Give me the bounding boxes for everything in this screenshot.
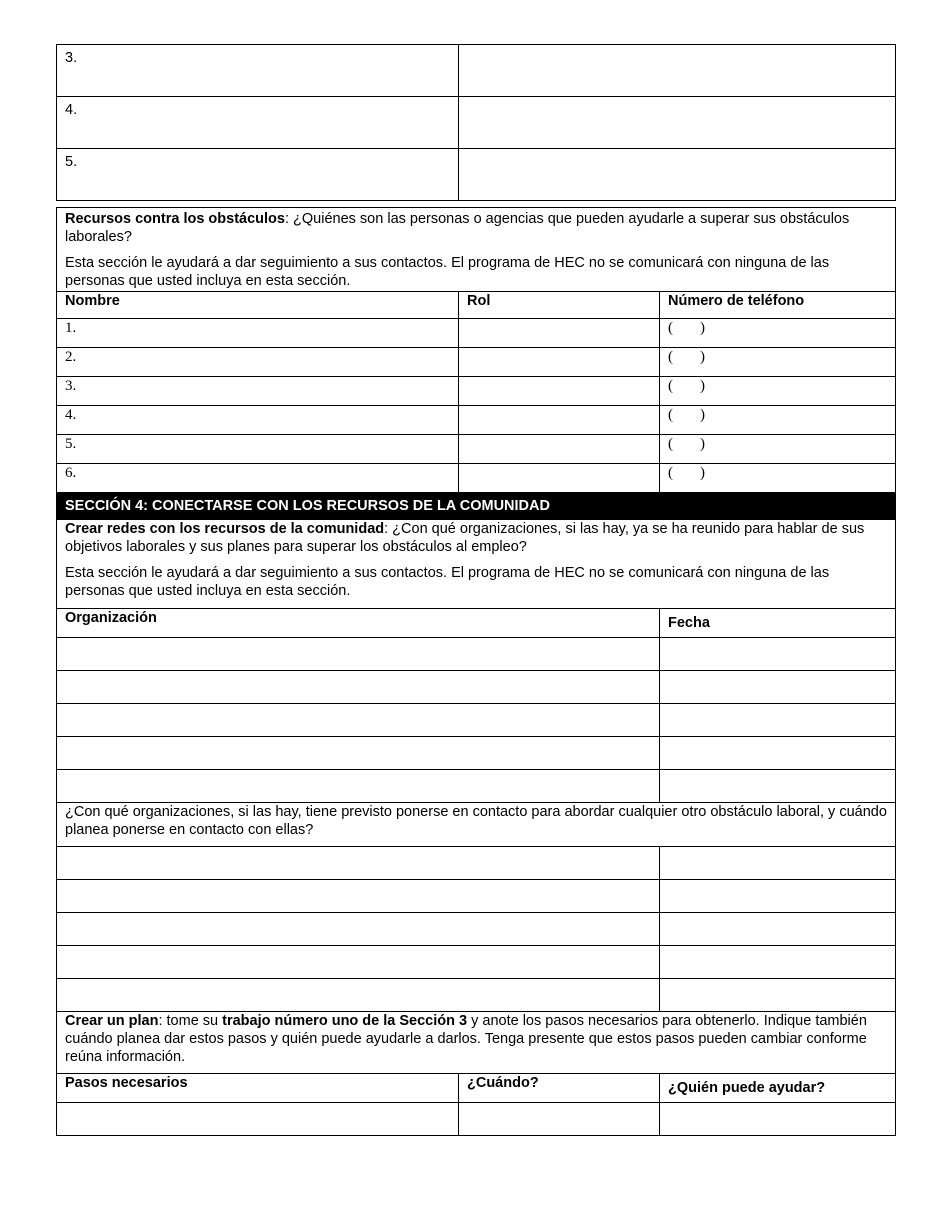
- table-row: [57, 435, 896, 464]
- area-code-open: (: [668, 407, 673, 423]
- table-row: [57, 45, 896, 97]
- date-cell[interactable]: [660, 946, 896, 979]
- planned-contacts-row: [57, 803, 896, 847]
- table-row: [57, 348, 896, 377]
- plan-text-2: y anote los pasos necesarios para obtenerlo. Indique también cuándo planea dar estos pasos y quién puede ayudarle a darlos. Tenga presente que estos pasos pueden cambiar conforme reúna información.: [65, 1013, 867, 1065]
- row-number: 2.: [57, 348, 459, 377]
- org-header-row: [57, 609, 896, 638]
- table-row: [57, 319, 896, 348]
- resources-header-row: [57, 292, 896, 319]
- phone-cell[interactable]: [660, 377, 896, 406]
- plan-emphasis: trabajo número uno de la Sección 3: [222, 1013, 468, 1029]
- row-number: 3.: [57, 45, 459, 97]
- col-header-date: Fecha: [660, 609, 896, 638]
- resources-table: [56, 207, 896, 1136]
- answer-cell[interactable]: [459, 149, 896, 201]
- organization-cell[interactable]: [57, 847, 660, 880]
- date-cell[interactable]: [660, 979, 896, 1012]
- table-row: [57, 880, 896, 913]
- role-cell[interactable]: [459, 435, 660, 464]
- plan-heading: Crear un plan: [65, 1013, 159, 1029]
- row-number: 5.: [57, 435, 459, 464]
- networks-question: : ¿Con qué organizaciones, si las hay, ya se ha reunido para hablar de sus objetivos laborales y sus planes para superar los obstáculos al empleo?: [65, 521, 865, 555]
- planned-contacts-question: ¿Con qué organizaciones, si las hay, tiene previsto ponerse en contacto para abordar cualquier otro obstáculo laboral, y cuándo planea ponerse en contacto con ellas?: [57, 803, 896, 847]
- table-row: [57, 406, 896, 435]
- phone-cell[interactable]: [660, 406, 896, 435]
- organization-cell[interactable]: [57, 638, 660, 671]
- row-number: 3.: [57, 377, 459, 406]
- row-number: 4.: [57, 406, 459, 435]
- date-cell[interactable]: [660, 704, 896, 737]
- resources-intro-row: [57, 208, 896, 292]
- role-cell[interactable]: [459, 319, 660, 348]
- date-cell[interactable]: [660, 913, 896, 946]
- plan-intro: [57, 1012, 896, 1074]
- resources-question: : ¿Quiénes son las personas o agencias que pueden ayudarle a superar sus obstáculos laborales?: [65, 211, 850, 245]
- date-cell[interactable]: [660, 847, 896, 880]
- table-row: [57, 847, 896, 880]
- organization-cell[interactable]: [57, 880, 660, 913]
- networks-intro: [65, 520, 887, 556]
- resources-note: Esta sección le ayudará a dar seguimiento a sus contactos. El programa de HEC no se comunicará con ninguna de las personas que usted incluya en esta sección.: [65, 255, 830, 289]
- col-header-phone: Número de teléfono: [660, 292, 896, 319]
- col-header-name: Nombre: [57, 292, 459, 319]
- area-code-close: ): [700, 465, 705, 481]
- area-code-open: (: [668, 465, 673, 481]
- area-code-open: (: [668, 349, 673, 365]
- area-code-close: ): [700, 378, 705, 394]
- phone-cell[interactable]: [660, 435, 896, 464]
- date-cell[interactable]: [660, 671, 896, 704]
- phone-cell[interactable]: [660, 319, 896, 348]
- role-cell[interactable]: [459, 464, 660, 493]
- col-header-steps: Pasos necesarios: [57, 1074, 459, 1103]
- row-number: 1.: [57, 319, 459, 348]
- row-number: 5.: [57, 149, 459, 201]
- date-cell[interactable]: [660, 737, 896, 770]
- table-row: [57, 377, 896, 406]
- date-cell[interactable]: [660, 770, 896, 803]
- answer-cell[interactable]: [459, 97, 896, 149]
- area-code-close: ): [700, 407, 705, 423]
- networks-intro-row: [57, 520, 896, 609]
- area-code-close: ): [700, 349, 705, 365]
- answer-cell[interactable]: [459, 45, 896, 97]
- row-number: 4.: [57, 97, 459, 149]
- col-header-organization: Organización: [57, 609, 660, 638]
- date-cell[interactable]: [660, 638, 896, 671]
- table-row: [57, 704, 896, 737]
- row-number: 6.: [57, 464, 459, 493]
- plan-header-row: [57, 1074, 896, 1103]
- section-4-title: SECCIÓN 4: CONECTARSE CON LOS RECURSOS DE LA COMUNIDAD: [57, 493, 896, 520]
- col-header-who: ¿Quién puede ayudar?: [660, 1074, 896, 1103]
- organization-cell[interactable]: [57, 704, 660, 737]
- area-code-open: (: [668, 378, 673, 394]
- phone-cell[interactable]: [660, 348, 896, 377]
- organization-cell[interactable]: [57, 979, 660, 1012]
- table-row: [57, 638, 896, 671]
- networks-note: Esta sección le ayudará a dar seguimiento a sus contactos. El programa de HEC no se comunicará con ninguna de las personas que usted incluya en esta sección.: [65, 565, 830, 599]
- role-cell[interactable]: [459, 377, 660, 406]
- table-row: [57, 464, 896, 493]
- table-row: [57, 913, 896, 946]
- top-table: [56, 44, 896, 201]
- organization-cell[interactable]: [57, 671, 660, 704]
- col-header-role: Rol: [459, 292, 660, 319]
- col-header-when: ¿Cuándo?: [459, 1074, 660, 1103]
- table-row: [57, 770, 896, 803]
- organization-cell[interactable]: [57, 946, 660, 979]
- role-cell[interactable]: [459, 348, 660, 377]
- phone-cell[interactable]: [660, 464, 896, 493]
- table-row: [57, 979, 896, 1012]
- resources-heading: Recursos contra los obstáculos: [65, 211, 285, 227]
- when-cell[interactable]: [459, 1103, 660, 1136]
- organization-cell[interactable]: [57, 737, 660, 770]
- area-code-open: (: [668, 436, 673, 452]
- plan-intro-row: [57, 1012, 896, 1074]
- organization-cell[interactable]: [57, 770, 660, 803]
- networks-heading: Crear redes con los recursos de la comunidad: [65, 521, 385, 537]
- who-cell[interactable]: [660, 1103, 896, 1136]
- table-row: [57, 946, 896, 979]
- area-code-close: ): [700, 320, 705, 336]
- plan-text-1: : tome su: [158, 1013, 223, 1029]
- date-cell[interactable]: [660, 880, 896, 913]
- table-row: [57, 97, 896, 149]
- area-code-open: (: [668, 320, 673, 336]
- table-row: [57, 671, 896, 704]
- organization-cell[interactable]: [57, 913, 660, 946]
- resources-intro: [65, 210, 887, 246]
- section-header-row: [57, 493, 896, 520]
- role-cell[interactable]: [459, 406, 660, 435]
- table-row: [57, 737, 896, 770]
- steps-cell[interactable]: [57, 1103, 459, 1136]
- table-row: [57, 1103, 896, 1136]
- table-row: [57, 149, 896, 201]
- area-code-close: ): [700, 436, 705, 452]
